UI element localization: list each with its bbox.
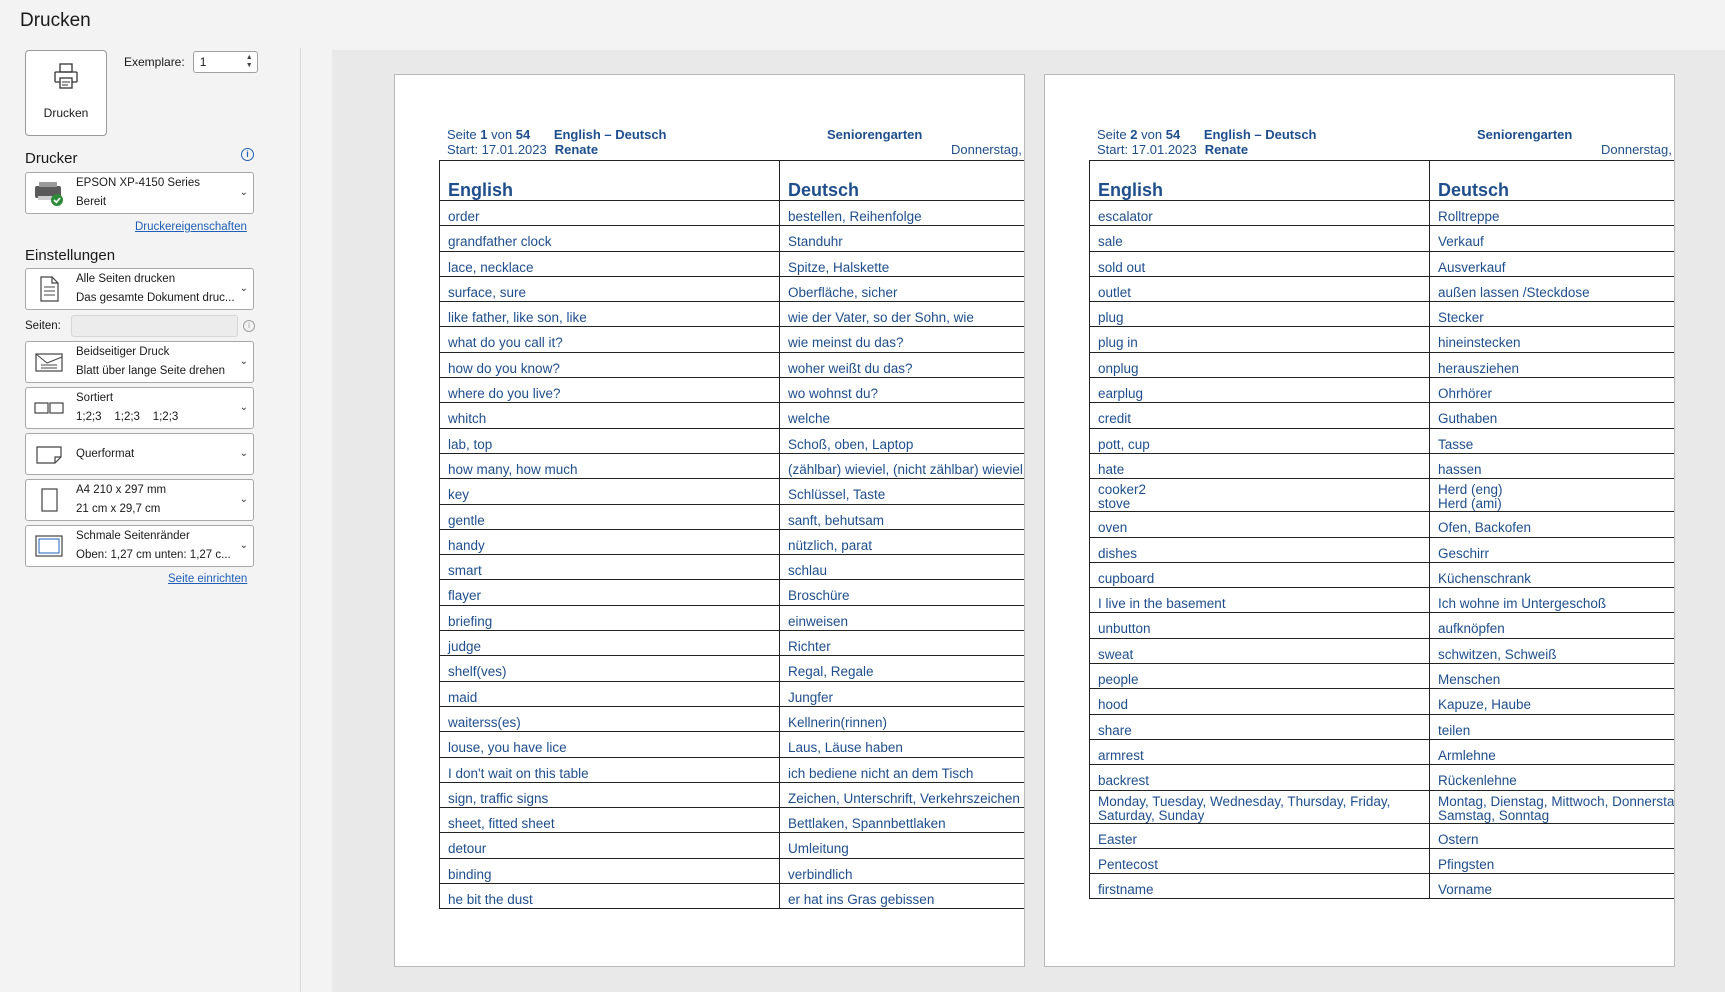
english-cell: sweat [1090,638,1430,663]
english-cell: credit [1090,403,1430,428]
deutsch-cell: schwitzen, Schweiß [1430,638,1676,663]
table-row [1090,378,1676,403]
english-cell: shelf(ves) [440,656,780,681]
english-cell: gentle [440,504,780,529]
english-cell: briefing [440,605,780,630]
table-row [1090,588,1676,613]
printer-icon [51,61,81,96]
deutsch-cell: Verkauf [1430,226,1676,251]
table-row [440,504,1026,529]
table-row [1090,479,1676,512]
duplex-line1: Beidseitiger Druck [76,346,170,358]
table-row [440,403,1026,428]
deutsch-cell: Broschüre [780,580,1026,605]
deutsch-cell: hassen [1430,453,1676,478]
deutsch-cell: Ausverkauf [1430,251,1676,276]
table-row [1090,302,1676,327]
page-setup-link[interactable]: Seite einrichten [168,573,248,585]
column-header-deutsch: Deutsch [1430,161,1676,201]
deutsch-cell: welche [780,403,1026,428]
table-row [440,808,1026,833]
print-button[interactable] [25,50,107,136]
deutsch-cell: Ich wohne im Untergeschoß [1430,588,1676,613]
info-icon[interactable]: i [241,148,254,161]
table-row [1090,327,1676,352]
deutsch-cell: Schlüssel, Taste [780,479,1026,504]
deutsch-cell: Kellnerin(rinnen) [780,706,1026,731]
english-cell: where do you live? [440,378,780,403]
deutsch-cell: Kapuze, Haube [1430,689,1676,714]
column-header-english: English [1090,161,1430,201]
table-row [440,352,1026,377]
english-cell: plug [1090,302,1430,327]
page-title: Drucken [20,10,91,31]
deutsch-cell: Laus, Läuse haben [780,732,1026,757]
deutsch-cell: Schoß, oben, Laptop [780,428,1026,453]
deutsch-cell: Armlehne [1430,739,1676,764]
print-preview[interactable] [332,50,1725,992]
english-cell: he bit the dust [440,884,780,909]
group-name: Seniorengarten [827,127,923,142]
paper-size-line2: 21 cm x 29,7 cm [76,503,161,515]
english-cell: sale [1090,226,1430,251]
von-label: von [491,127,513,142]
page-number: 1 [480,127,488,142]
settings-heading: Einstellungen [25,247,116,264]
english-cell: I don't wait on this table [440,757,780,782]
deutsch-cell: Richter [780,631,1026,656]
printer-select[interactable] [25,172,254,214]
table-row [440,378,1026,403]
orientation-line1: Querformat [76,447,135,460]
table-row [440,757,1026,782]
collate-select[interactable] [25,387,254,429]
english-cell: onplug [1090,352,1430,377]
deutsch-cell: bestellen, Reihenfolge [780,201,1026,226]
table-row [440,656,1026,681]
deutsch-cell: Geschirr [1430,537,1676,562]
deutsch-cell: Tasse [1430,428,1676,453]
seite-label: Seite [447,127,477,142]
table-row [1090,276,1676,301]
table-row [1090,714,1676,739]
table-row [1090,251,1676,276]
table-row [440,833,1026,858]
deutsch-cell: wie der Vater, so der Sohn, wie [780,302,1026,327]
deutsch-cell: Umleitung [780,833,1026,858]
table-row [440,631,1026,656]
page-number: 2 [1130,127,1138,142]
english-cell: lab, top [440,428,780,453]
english-cell: waiterss(es) [440,706,780,731]
table-row [440,453,1026,478]
vocab-table [1089,160,1675,899]
author-name: Renate [554,142,599,157]
print-range-select[interactable] [25,268,254,310]
table-row [1090,790,1676,823]
preview-page-1 [394,74,1025,967]
english-cell: flayer [440,580,780,605]
english-cell: hate [1090,453,1430,478]
deutsch-cell: aufknöpfen [1430,613,1676,638]
margins-line2: Oben: 1,27 cm unten: 1,27 c... [76,549,231,561]
deutsch-cell: Oberfläche, sicher [780,276,1026,301]
english-cell: sold out [1090,251,1430,276]
table-row [440,884,1026,909]
deutsch-cell: Regal, Regale [780,656,1026,681]
english-cell: maid [440,681,780,706]
table-row [1090,537,1676,562]
english-cell: like father, like son, like [440,302,780,327]
table-row [1090,428,1676,453]
english-cell: order [440,201,780,226]
deutsch-cell: außen lassen /Steckdose [1430,276,1676,301]
english-cell: lace, necklace [440,251,780,276]
margins-line1: Schmale Seitenränder [76,530,190,542]
chevron-down-icon: ⌄ [239,448,248,459]
table-row [440,580,1026,605]
english-cell: oven [1090,512,1430,537]
deutsch-cell: Zeichen, Unterschrift, Verkehrszeichen [780,782,1026,807]
chevron-down-icon: ⌄ [239,494,248,505]
page-total: 54 [1165,127,1181,142]
english-cell: Easter [1090,823,1430,848]
start-date: Start: 17.01.2023 [1097,142,1197,157]
table-row [1090,874,1676,899]
paper-size-select[interactable] [25,479,254,521]
von-label: von [1141,127,1163,142]
deutsch-cell: er hat ins Gras gebissen [780,884,1026,909]
table-row [440,479,1026,504]
english-cell: louse, you have lice [440,732,780,757]
printer-properties-link[interactable]: Druckereigenschaften [135,221,247,233]
table-row [440,428,1026,453]
table-row [1090,453,1676,478]
deutsch-cell: ich bediene nicht an dem Tisch [780,757,1026,782]
english-cell: Pentecost [1090,848,1430,873]
table-row [440,302,1026,327]
copies-control [124,51,258,73]
english-cell: detour [440,833,780,858]
deutsch-cell: Montag, Dienstag, Mittwoch, Donnersta Samstag, Sonntag [1430,790,1676,823]
collate-icon [30,391,68,425]
english-cell: how do you know? [440,352,780,377]
english-cell: earplug [1090,378,1430,403]
deutsch-cell: Standuhr [780,226,1026,251]
table-row [440,226,1026,251]
deutsch-cell: nützlich, parat [780,529,1026,554]
english-cell: people [1090,664,1430,689]
english-cell: cooker2 stove [1090,479,1430,512]
deutsch-cell: Herd (eng) Herd (ami) [1430,479,1676,512]
author-name: Renate [1204,142,1249,157]
english-cell: smart [440,555,780,580]
table-row [440,605,1026,630]
english-cell: judge [440,631,780,656]
table-row [1090,201,1676,226]
table-row [1090,823,1676,848]
table-row [1090,562,1676,587]
table-row [440,706,1026,731]
deutsch-cell: einweisen [780,605,1026,630]
table-row [440,681,1026,706]
table-row [1090,403,1676,428]
deutsch-cell: verbindlich [780,858,1026,883]
duplex-icon [30,345,68,379]
deutsch-cell: Ofen, Backofen [1430,512,1676,537]
deutsch-cell: Jungfer [780,681,1026,706]
english-cell: hood [1090,689,1430,714]
orientation-select[interactable] [25,433,254,475]
deutsch-cell: Ohrhörer [1430,378,1676,403]
deutsch-cell: (zählbar) wieviel, (nicht zählbar) wieviel [780,453,1026,478]
weekday-label: Donnerstag, [1601,142,1672,157]
table-row [440,555,1026,580]
english-cell: dishes [1090,537,1430,562]
copies-stepper[interactable] [193,51,258,73]
margins-select[interactable] [25,525,254,567]
pages-input[interactable] [71,315,238,337]
vocab-table [439,160,1025,909]
english-cell: binding [440,858,780,883]
deutsch-cell: Küchenschrank [1430,562,1676,587]
landscape-icon [30,437,68,471]
deutsch-cell: Ostern [1430,823,1676,848]
column-header-deutsch: Deutsch [780,161,1026,201]
table-row [440,858,1026,883]
table-row [440,782,1026,807]
deutsch-cell: teilen [1430,714,1676,739]
page-total: 54 [515,127,531,142]
seite-label: Seite [1097,127,1127,142]
table-row [440,201,1026,226]
duplex-line2: Blatt über lange Seite drehen [76,365,225,377]
english-cell: unbutton [1090,613,1430,638]
english-cell: surface, sure [440,276,780,301]
print-range-line2: Das gesamte Dokument druc... [76,292,235,304]
document-pages-icon [30,272,68,306]
english-cell: grandfather clock [440,226,780,251]
deutsch-cell: wo wohnst du? [780,378,1026,403]
stepper-arrows-icon[interactable]: ▲ ▼ [245,54,253,69]
table-row [440,251,1026,276]
collate-line1: Sortiert [76,392,114,404]
deutsch-cell: Menschen [1430,664,1676,689]
panel-divider [300,48,301,992]
deutsch-cell: Bettlaken, Spannbettlaken [780,808,1026,833]
copies-label: Exemplare: [124,55,185,69]
chevron-down-icon: ⌄ [239,283,248,294]
margins-icon [30,529,68,563]
printer-heading: Drucker [25,150,78,167]
english-cell: plug in [1090,327,1430,352]
group-name: Seniorengarten [1477,127,1573,142]
english-cell: sign, traffic signs [440,782,780,807]
start-date: Start: 17.01.2023 [447,142,547,157]
chevron-down-icon: ⌄ [239,187,248,198]
deutsch-cell: hineinstecken [1430,327,1676,352]
table-row [1090,765,1676,790]
preview-page-2 [1044,74,1675,967]
page-header [447,127,1025,159]
printer-name: EPSON XP-4150 Series [76,177,201,189]
deutsch-cell: woher weißt du das? [780,352,1026,377]
paper-size-line1: A4 210 x 297 mm [76,484,167,496]
table-row [1090,613,1676,638]
deutsch-cell: Spitze, Halskette [780,251,1026,276]
duplex-select[interactable] [25,341,254,383]
print-range-line1: Alle Seiten drucken [76,273,176,285]
collate-line2: 1;2;3 1;2;3 1;2;3 [76,411,179,423]
english-cell: how many, how much [440,453,780,478]
english-cell: share [1090,714,1430,739]
table-row [1090,664,1676,689]
english-cell: backrest [1090,765,1430,790]
english-cell: firstname [1090,874,1430,899]
english-cell: pott, cup [1090,428,1430,453]
table-row [1090,638,1676,663]
pages-label: Seiten: [25,320,61,332]
table-row [1090,739,1676,764]
subject-label: English – Deutsch [553,127,667,142]
english-cell: whitch [440,403,780,428]
deutsch-cell: Pfingsten [1430,848,1676,873]
table-row [1090,352,1676,377]
printer-device-icon [30,176,68,210]
table-row [440,327,1026,352]
english-cell: what do you call it? [440,327,780,352]
english-cell: armrest [1090,739,1430,764]
subject-label: English – Deutsch [1203,127,1317,142]
table-row [1090,512,1676,537]
english-cell: sheet, fitted sheet [440,808,780,833]
deutsch-cell: Vorname [1430,874,1676,899]
page-header [1097,127,1675,159]
english-cell: key [440,479,780,504]
deutsch-cell: schlau [780,555,1026,580]
chevron-down-icon: ⌄ [239,356,248,367]
english-cell: cupboard [1090,562,1430,587]
english-cell: I live in the basement [1090,588,1430,613]
chevron-down-icon: ⌄ [239,540,248,551]
weekday-label: Donnerstag, [951,142,1022,157]
paper-size-icon [30,483,68,517]
deutsch-cell: herausziehen [1430,352,1676,377]
column-header-english: English [440,161,780,201]
table-row [440,529,1026,554]
deutsch-cell: wie meinst du das? [780,327,1026,352]
deutsch-cell: Guthaben [1430,403,1676,428]
table-row [440,732,1026,757]
english-cell: escalator [1090,201,1430,226]
deutsch-cell: Stecker [1430,302,1676,327]
english-cell: outlet [1090,276,1430,301]
english-cell: handy [440,529,780,554]
printer-status: Bereit [76,196,107,208]
deutsch-cell: sanft, behutsam [780,504,1026,529]
print-button-label: Drucken [43,106,89,120]
deutsch-cell: Rückenlehne [1430,765,1676,790]
pages-info-icon: i [243,320,255,332]
table-row [1090,848,1676,873]
table-row [1090,689,1676,714]
table-row [440,276,1026,301]
copies-value[interactable]: 1 [199,55,207,69]
table-row [1090,226,1676,251]
deutsch-cell: Rolltreppe [1430,201,1676,226]
english-cell: Monday, Tuesday, Wednesday, Thursday, Friday, Saturday, Sunday [1090,790,1430,823]
chevron-down-icon: ⌄ [239,402,248,413]
